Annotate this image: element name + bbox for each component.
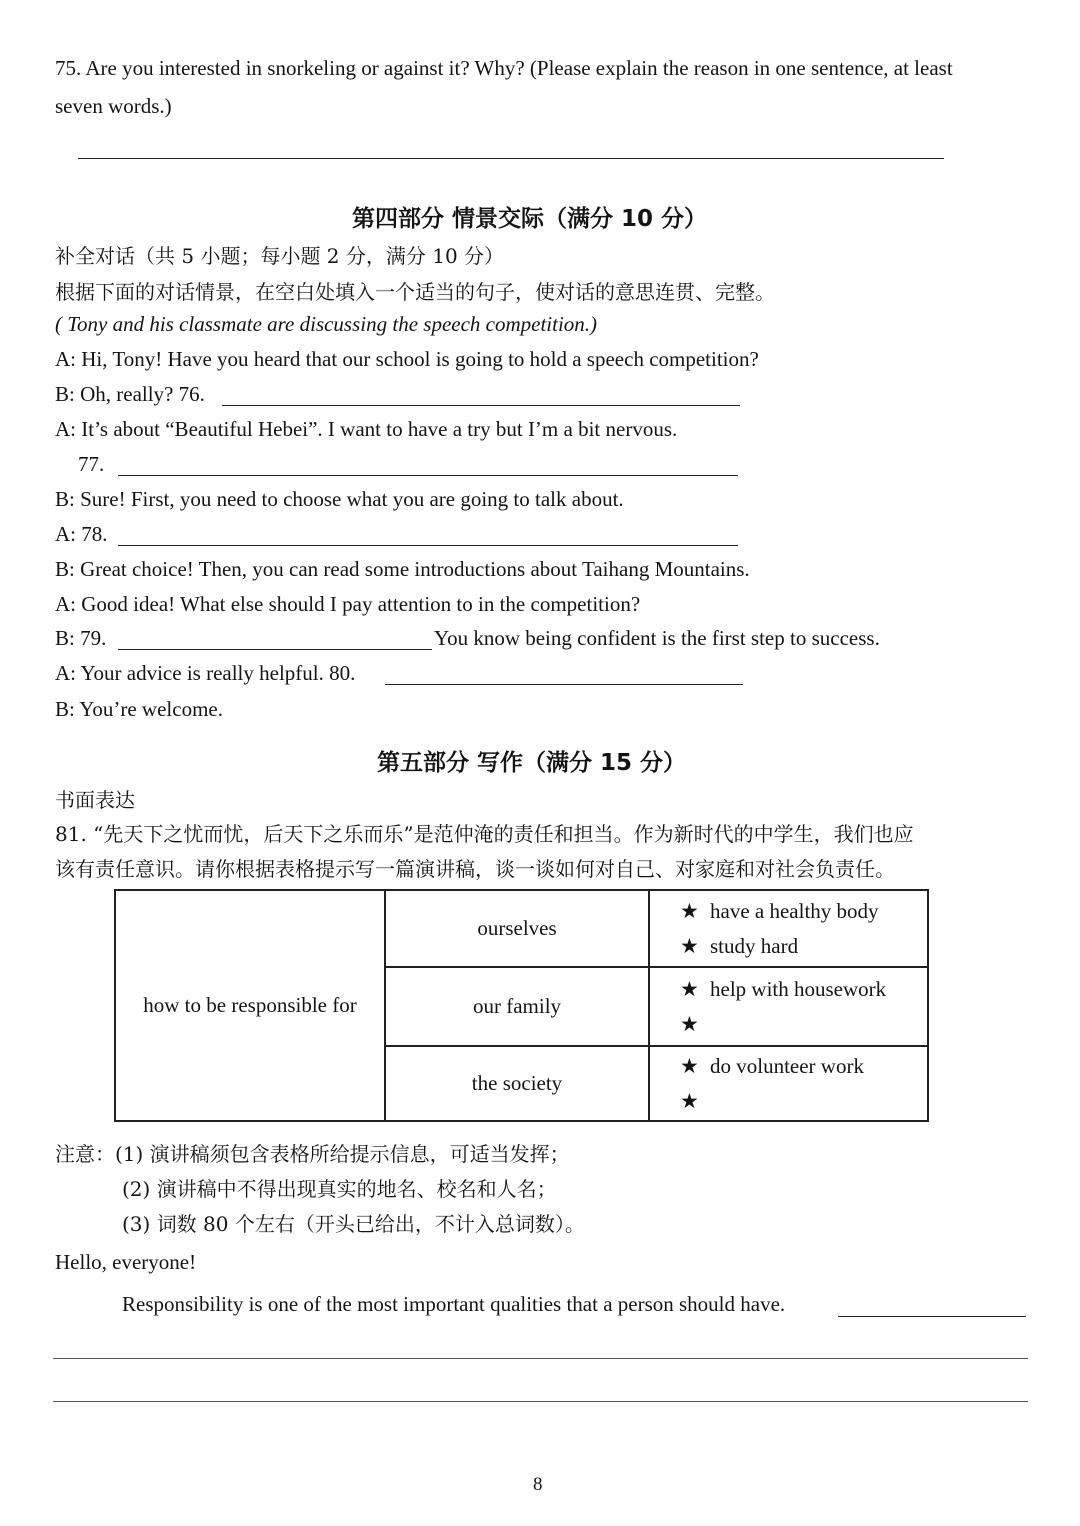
note-1: 注意：(1) 演讲稿须包含表格所给提示信息，可适当发挥； — [55, 1142, 570, 1166]
dialogue-line-9: B: 79. — [55, 626, 107, 650]
table-hints-ourselves — [649, 890, 928, 967]
star-icon: ★ — [680, 1011, 699, 1036]
blank-80[interactable] — [385, 684, 743, 685]
hint-text: do volunteer work — [710, 1053, 864, 1078]
q75-line2: seven words.) — [55, 94, 172, 118]
table-label-family: our family — [385, 967, 649, 1046]
part4-instruction: 根据下面的对话情景，在空白处填入一个适当的句子，使对话的意思连贯、完整。 — [55, 280, 775, 304]
table-hints-family — [649, 967, 928, 1046]
table-left-cell: how to be responsible for — [115, 890, 385, 1121]
dialogue-line-3: A: It’s about “Beautiful Hebei”. I want to have a try but I’m a bit nervous. — [55, 417, 678, 441]
note-2: (2) 演讲稿中不得出现真实的地名、校名和人名； — [122, 1177, 557, 1201]
hint-text: have a healthy body — [710, 898, 879, 923]
star-icon: ★ — [680, 933, 699, 958]
part4-subtitle: 补全对话（共 5 小题；每小题 2 分，满分 10 分） — [55, 244, 505, 268]
star-icon: ★ — [680, 1088, 699, 1113]
dialogue-line-2: B: Oh, really? 76. — [55, 382, 205, 406]
hint-table — [114, 889, 929, 1122]
hint-text: help with housework — [710, 976, 887, 1001]
q75-answer-line[interactable] — [78, 158, 944, 159]
blank-79[interactable] — [118, 649, 432, 650]
star-icon: ★ — [680, 976, 699, 1001]
dialogue-line-7: B: Great choice! Then, you can read some introductions about Taihang Mountains. — [55, 557, 750, 581]
speech-greeting: Hello, everyone! — [55, 1250, 197, 1274]
writing-line-1[interactable] — [838, 1316, 1026, 1317]
hint-text: study hard — [710, 933, 799, 958]
blank-78[interactable] — [118, 545, 738, 546]
part4-context: ( Tony and his classmate are discussing the speech competition.) — [55, 312, 598, 336]
writing-line-2[interactable] — [53, 1358, 1028, 1359]
q81-prompt-line1: 81. “先天下之忧而忧，后天下之乐而乐”是范仲淹的责任和担当。作为新时代的中学生，我们也应 — [55, 822, 914, 846]
part5-subtitle: 书面表达 — [55, 788, 135, 812]
speech-opening: Responsibility is one of the most important qualities that a person should have. — [122, 1292, 786, 1316]
dialogue-line-1: A: Hi, Tony! Have you heard that our school is going to hold a speech competition? — [55, 347, 759, 371]
dialogue-line-6: A: 78. — [55, 522, 108, 546]
table-hints-society — [649, 1046, 928, 1121]
star-icon: ★ — [680, 898, 699, 923]
dialogue-line-5: B: Sure! First, you need to choose what you are going to talk about. — [55, 487, 624, 511]
note-3: (3) 词数 80 个左右（开头已给出，不计入总词数）。 — [122, 1212, 585, 1236]
table-label-society: the society — [385, 1046, 649, 1121]
q81-prompt-line2: 该有责任意识。请你根据表格提示写一篇演讲稿，谈一谈如何对自己、对家庭和对社会负责任。 — [55, 857, 895, 881]
page-number: 8 — [533, 1474, 543, 1495]
table-label-ourselves: ourselves — [385, 890, 649, 967]
q75-line1: 75. Are you interested in snorkeling or against it? Why? (Please explain the reason in one sentence, at least — [55, 56, 953, 80]
dialogue-line-4: 77. — [78, 452, 105, 476]
blank-76[interactable] — [222, 405, 740, 406]
part5-heading: 第五部分 写作（满分 15 分） — [377, 750, 687, 776]
blank-77[interactable] — [118, 475, 738, 476]
writing-line-3[interactable] — [53, 1401, 1028, 1402]
dialogue-line-10: A: Your advice is really helpful. 80. — [55, 661, 356, 685]
dialogue-line-11: B: You’re welcome. — [55, 697, 223, 721]
dialogue-line-9-cont: You know being confident is the first step to success. — [434, 626, 880, 650]
star-icon: ★ — [680, 1053, 699, 1078]
part4-heading: 第四部分 情景交际（满分 10 分） — [352, 206, 708, 232]
dialogue-line-8: A: Good idea! What else should I pay attention to in the competition? — [55, 592, 641, 616]
